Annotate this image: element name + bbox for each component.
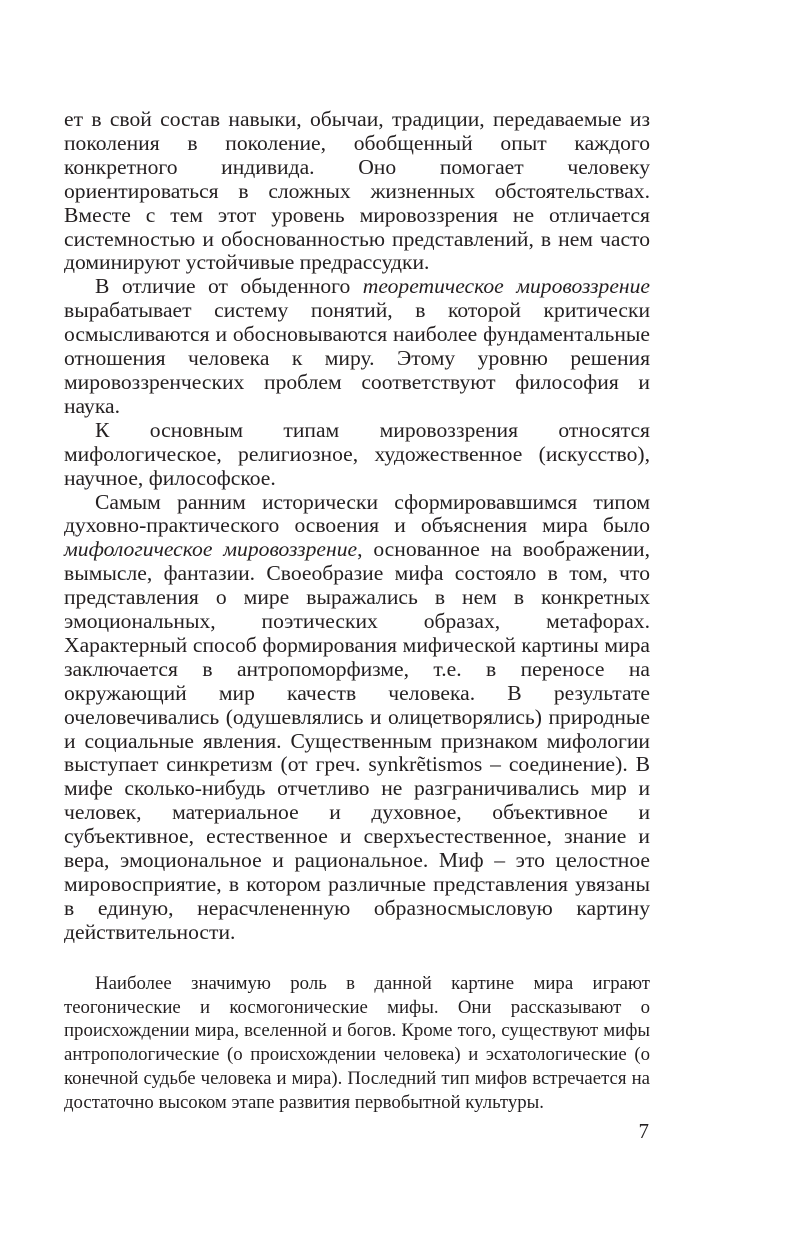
paragraph-text: В отличие от обыденного <box>95 274 363 299</box>
page-number: 7 <box>638 1119 649 1143</box>
paragraph-continuation: ет в свой состав навыки, обычаи, традиции, передаваемые из поколения в поколение, обобщенный опыт каждого конкретного индивида. Оно помогает человеку ориентироваться в сложных жизненных обстоятельствах. Вместе с тем этот уровень мировоззрения не отличается системностью и обоснованностью представлений, в нем часто доминируют устойчивые предрассудки. <box>64 107 650 275</box>
paragraph-text: Самым ранним исторически сформировавшимся типом духовно-практического освоения и объяснения мира было <box>64 489 650 538</box>
paragraph-worldview-types: К основным типам мировоззрения относятся мифологическое, религиозное, художественное (искусство), научное, философское. <box>64 417 650 490</box>
paragraph-mythological-worldview <box>64 491 650 945</box>
note-paragraph: Наиболее значимую роль в данной картине мира играют теогонические и космогонические мифы. Они рассказывают о происхождении мира, вселенной и богов. Кроме того, существуют мифы антропологические (о происхождении человека) и эсхатологические (о конечной судьбе человека и мира). Последний тип мифов встречается на достаточно высоком этапе развития первобытной культуры. <box>64 972 650 1113</box>
paragraph-theoretical-worldview <box>64 275 650 418</box>
page-content <box>64 108 650 1115</box>
term-theoretical-worldview: теоретическое мировоззрение <box>362 274 651 299</box>
note-block <box>64 972 650 1115</box>
main-text <box>64 108 650 945</box>
paragraph-text: вырабатывает систему понятий, в которой критически осмысливаются и обосновываются наиболее фундаментальные отношения человека к миру. Этому уровню решения мировоззренческих проблем соответствуют философия и наука. <box>64 298 650 418</box>
term-mythological-worldview: мифологическое мировоззрение <box>64 537 358 562</box>
paragraph-text: , основанное на воображении, вымысле, фантазии. Своеобразие мифа состояло в том, что представления о мире выражались в нем в конкретных эмоциональных, поэтических образах, метафорах. Характерный способ формирования мифической картины мира заключается в антропоморфизме, т.е. в переносе на окружающий мир качеств человека. В результате очеловечивались (одушевлялись и олицетворялись) природные и социальные явления. Существенным признаком мифологии выступает синкретизм (от греч. synkrẽtismos – соединение). В мифе сколько-нибудь отчетливо не разграничивались мир и человек, материальное и духовное, объективное и субъективное, естественное и сверхъестественное, знание и вера, эмоциональное и рациональное. Миф – это целостное мировосприятие, в котором различные представления увязаны в единую, нерасчлененную образносмысловую картину действительности. <box>64 537 650 944</box>
